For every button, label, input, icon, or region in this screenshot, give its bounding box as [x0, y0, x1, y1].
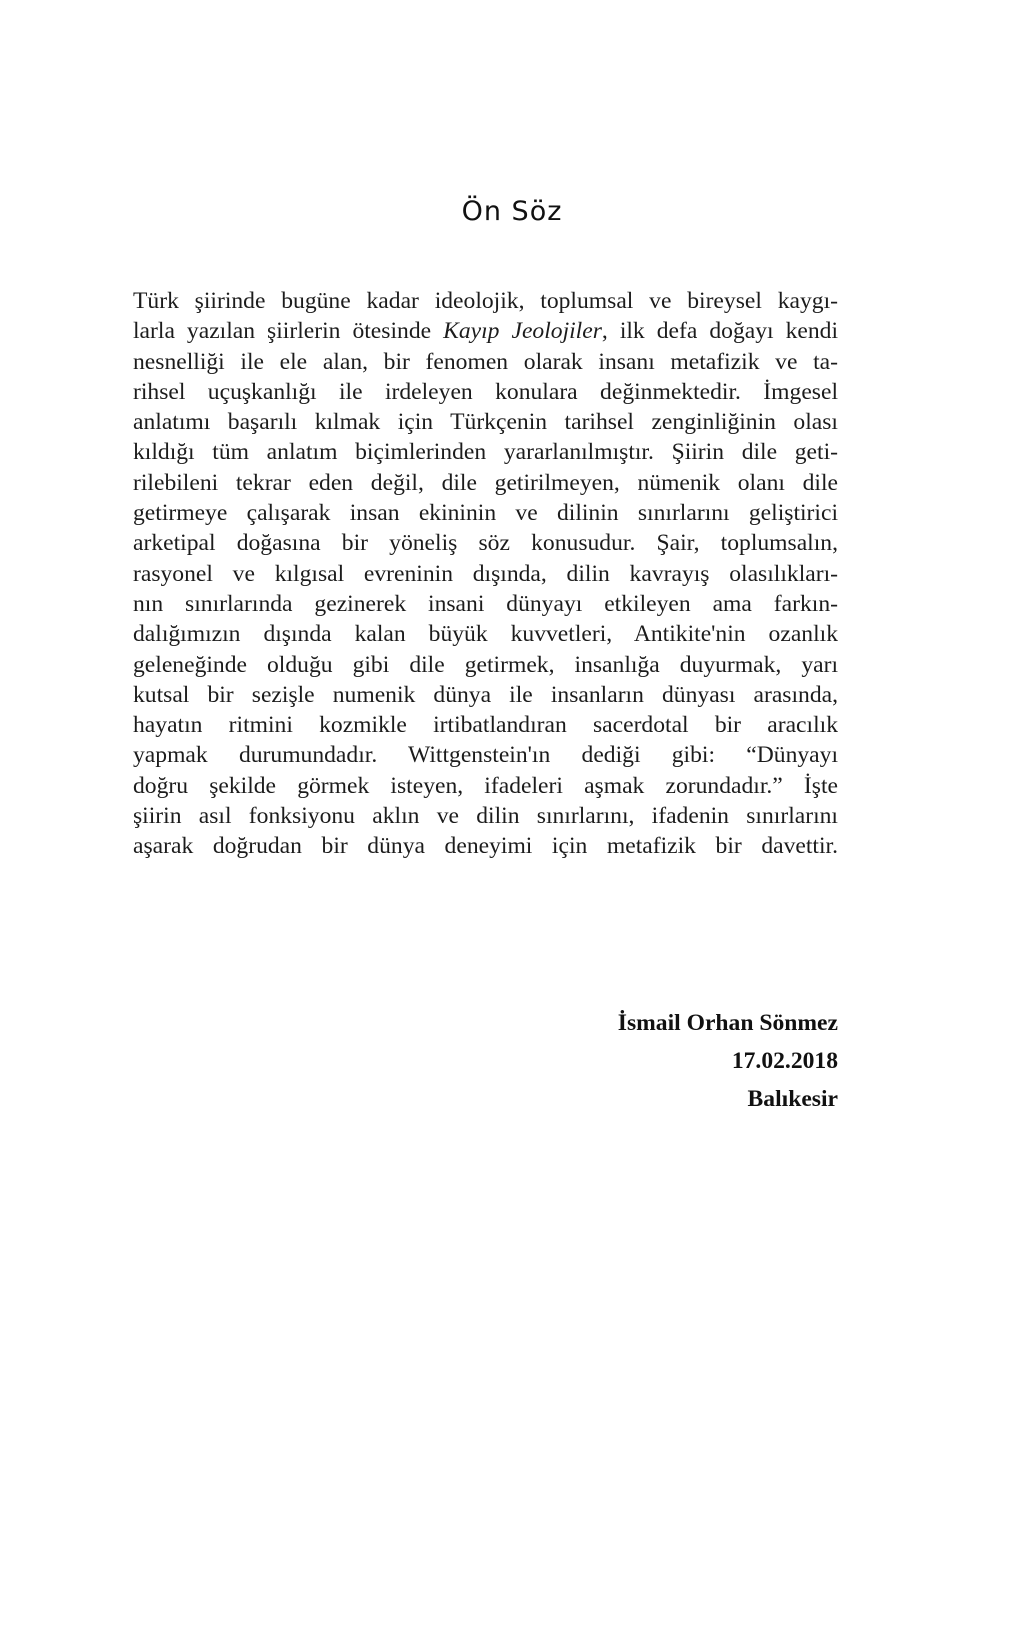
text-run: yapmak durumundadır. Wittgenstein'ın dediği gibi: “Dünyayı	[133, 742, 838, 769]
text-line	[133, 498, 838, 528]
book-title-italic: Kayıp Jeolojiler	[443, 318, 602, 345]
text-run: getirmeye çalışarak insan ekininin ve dilinin sınırlarını geliştirici	[133, 500, 838, 527]
text-line	[133, 347, 838, 377]
signature-date: 17.02.2018	[731, 1048, 838, 1074]
text-line	[133, 468, 838, 498]
text-line	[133, 528, 838, 558]
text-run: hayatın ritmini kozmikle irtibatlandıran sacerdotal bir aracılık	[133, 712, 838, 739]
text-line	[133, 559, 838, 589]
text-run: Türk şiirinde bugüne kadar ideolojik, toplumsal ve bireysel kaygı-	[133, 288, 838, 314]
text-run: geleneğinde olduğu gibi dile getirmek, insanlığa duyurmak, yarı	[133, 651, 838, 678]
text-line	[133, 619, 838, 649]
author-name: İsmail Orhan Sönmez	[617, 1010, 838, 1036]
text-run: arketipal doğasına bir yöneliş söz konusudur. Şair, toplumsalın,	[133, 530, 838, 557]
text-line	[133, 831, 838, 861]
signature-block	[618, 1004, 838, 1118]
text-line	[133, 650, 838, 680]
signature-place: Balıkesir	[747, 1086, 838, 1112]
text-line	[133, 437, 838, 467]
text-run: , ilk defa doğayı kendi	[601, 318, 838, 345]
text-run: nesnelliği ile ele alan, bir fenomen olarak insanı metafizik ve ta-	[133, 348, 838, 375]
text-run: aşarak doğrudan bir dünya deneyimi için metafizik bir davettir.	[133, 833, 838, 860]
text-line	[133, 740, 838, 770]
text-run: nın sınırlarında gezinerek insani dünyayı etkileyen ama farkın-	[133, 590, 838, 617]
preface-paragraph	[133, 286, 838, 862]
text-run: larla yazılan şiirlerin ötesinde	[133, 318, 444, 345]
text-run: doğru şekilde görmek isteyen, ifadeleri aşmak zorundadır.” İşte	[133, 772, 838, 799]
text-line	[133, 680, 838, 710]
text-run: kutsal bir sezişle numenik dünya ile insanların dünyası arasında,	[133, 681, 838, 708]
text-run: rasyonel ve kılgısal evreninin dışında, dilin kavrayış olasılıkları-	[133, 560, 838, 587]
text-line	[133, 771, 838, 801]
text-run: şiirin asıl fonksiyonu aklın ve dilin sınırlarını, ifadenin sınırlarını	[133, 803, 838, 830]
text-run: rihsel uçuşkanlığı ile irdeleyen konulara değinmektedir. İmgesel	[133, 378, 838, 405]
text-run: kıldığı tüm anlatım biçimlerinden yararlanılmıştır. Şiirin dile geti-	[133, 439, 838, 466]
page-title: Ön Söz	[461, 196, 563, 227]
text-line	[133, 286, 838, 316]
text-run: rilebileni tekrar eden değil, dile getirilmeyen, nümenik olanı dile	[133, 469, 838, 496]
text-line	[133, 801, 838, 831]
text-line	[133, 589, 838, 619]
text-line	[133, 316, 838, 346]
text-run: anlatımı başarılı kılmak için Türkçenin tarihsel zenginliğinin olası	[133, 409, 838, 436]
text-line	[133, 710, 838, 740]
text-line	[133, 407, 838, 437]
text-line	[133, 377, 838, 407]
text-run: dalığımızın dışında kalan büyük kuvvetleri, Antikite'nin ozanlık	[133, 621, 838, 648]
